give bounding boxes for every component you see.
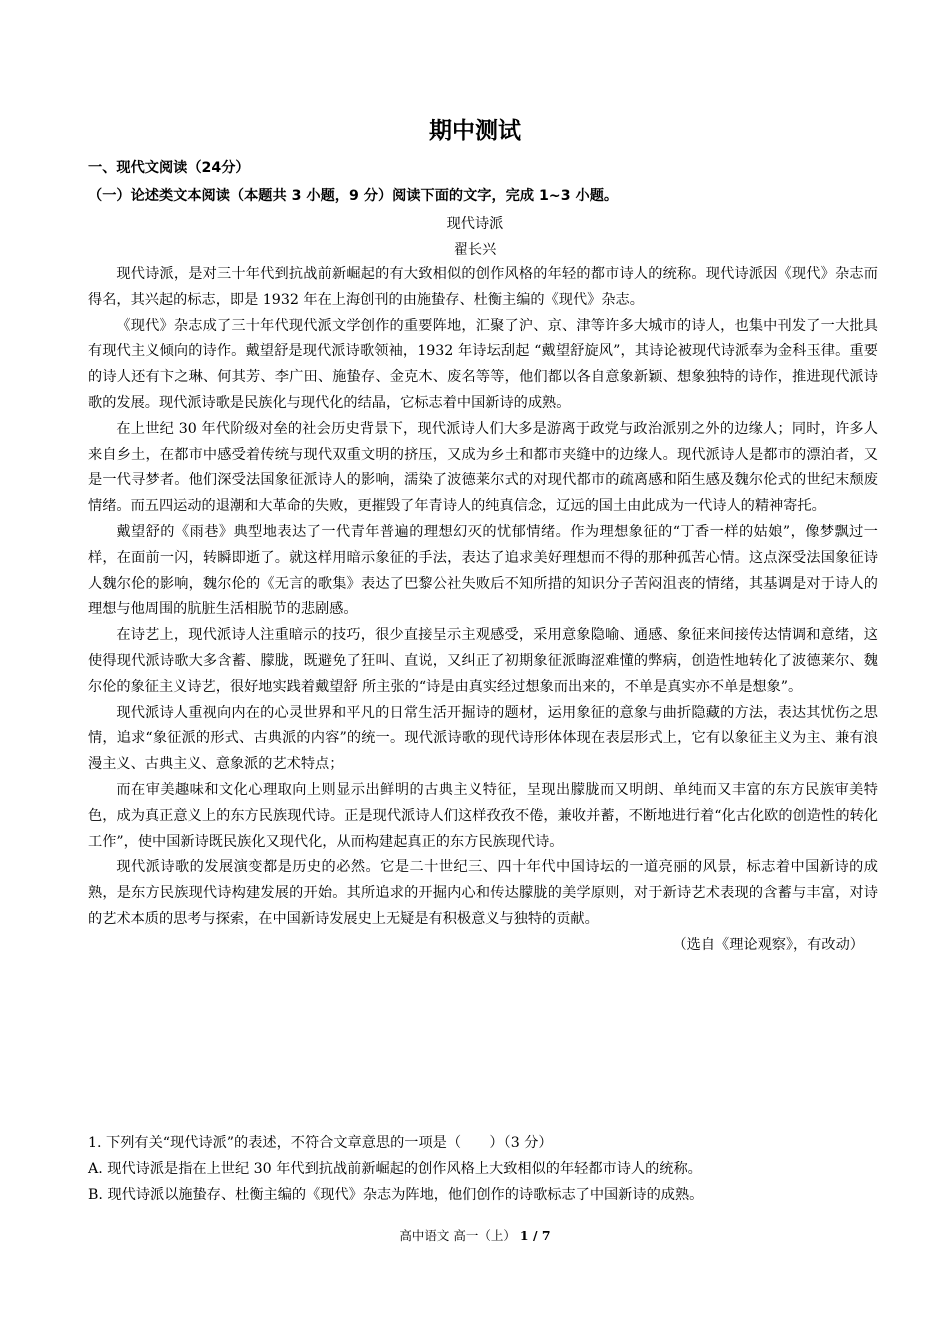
question-stem: 1. 下列有关“现代诗派”的表述，不符合文章意思的一项是（ ）（3 分）: [88, 1135, 553, 1151]
page-footer: [0, 1226, 950, 1246]
question-option: B. 现代诗派以施蛰存、杜衡主编的《现代》杂志为阵地，他们创作的诗歌标志了中国新诗的成熟。: [88, 1186, 704, 1203]
article-paragraph: 戴望舒的《雨巷》典型地表达了一代青年普遍的理想幻灭的忧郁情绪。作为理想象征的“丁香一样的姑娘”，像梦飘过一样，在面前一闪，转瞬即逝了。就这样用暗示象征的手法，表达了追求美好理想而不得的那种孤苦心情。这点深受法国象征诗人魏尔伦的影响，魏尔伦的《无言的歌集》表达了巴黎公社失败后不知所措的知识分子苦闷沮丧的情绪，其基调是对于诗人的理想与他周围的肮脏生活相脱节的悲剧感。: [88, 523, 878, 618]
article-paragraph: 现代派诗人重视向内在的心灵世界和平凡的日常生活开掘诗的题材，运用象征的意象与曲折隐藏的方法，表达其忧伤之思情，追求“象征派的形式、古典派的内容”的统一。现代派诗歌的现代诗形体体现在表层形式上，它有以象征主义为主、兼有浪漫主义、古典主义、意象派的艺术特点；: [88, 704, 878, 773]
subsection-heading: （一）论述类文本阅读（本题共 3 小题，9 分）阅读下面的文字，完成 1~3 小题。: [88, 188, 619, 204]
page-number: 1 / 7: [519, 1228, 551, 1243]
article-paragraph: 现代诗派，是对三十年代到抗战前新崛起的有大致相似的创作风格的年轻的都市诗人的统称。现代诗派因《现代》杂志而得名，其兴起的标志，即是 1932 年在上海创刊的由施蛰存、杜衡主编的《现代》杂志。: [88, 266, 878, 308]
article-paragraph: 在诗艺上，现代派诗人注重暗示的技巧，很少直接呈示主观感受，采用意象隐喻、通感、象征来间接传达情调和意绪，这使得现代派诗歌大多含蓄、朦胧，既避免了狂叫、直说，又纠正了初期象征派晦涩难懂的弊病，创造性地转化了波德莱尔、魏尔伦的象征主义诗艺，很好地实践着戴望舒 所主张的“诗是由真实经过想象而出来的，不单是真实亦不单是想象”。: [88, 627, 878, 695]
article-source: （选自《理论观察》，有改动）: [672, 936, 864, 953]
article-body: [88, 262, 878, 959]
question-option: A. 现代诗派是指在上世纪 30 年代到抗战前新崛起的创作风格上大致相似的年轻都市诗人的统称。: [88, 1160, 702, 1177]
article-title: 现代诗派: [446, 216, 504, 232]
page-title: 期中测试: [429, 118, 521, 144]
article-author: 翟长兴: [453, 242, 497, 258]
section-heading: 一、现代文阅读（24分）: [88, 160, 250, 176]
article-paragraph: 现代派诗歌的发展演变都是历史的必然。它是二十世纪三、四十年代中国诗坛的一道亮丽的风景，标志着中国新诗的成熟，是东方民族现代诗构建发展的开始。其所追求的开掘内心和传达朦胧的美学原则，对于新诗艺术表现的含蓄与丰富，对诗的艺术本质的思考与探索，在中国新诗发展史上无疑是有积极意义与独特的贡献。: [88, 859, 878, 927]
footer-label: 高中语文 高一（上）: [399, 1228, 516, 1243]
question-block: [88, 1131, 878, 1208]
article-paragraph: 《现代》杂志成了三十年代现代派文学创作的重要阵地，汇聚了沪、京、津等许多大城市的诗人，也集中刊发了一大批具有现代主义倾向的诗作。戴望舒是现代派诗歌领袖，1932 年诗坛刮起 “戴望舒旋风”，其诗论被现代诗派奉为金科玉律。重要的诗人还有卞之琳、何其芳、李广田、施蛰存、金克木、废名等等，他们都以各自意象新颖、想象独特的诗作，推进现代派诗歌的发展。现代派诗歌是民族化与现代化的结晶，它标志着中国新诗的成熟。: [88, 317, 878, 411]
article-paragraph: 在上世纪 30 年代阶级对垒的社会历史背景下，现代派诗人们大多是游离于政党与政治派别之外的边缘人；同时，许多人来自乡土，在都市中感受着传统与现代双重文明的挤压，又成为乡土和都市夹缝中的边缘人。现代派诗人是都市的漂泊者，又是一代寻梦者。他们深受法国象征派诗人的影响，濡染了波德莱尔式的对现代都市的疏离感和陌生感及魏尔伦式的世纪末颓废情绪。而五四运动的退潮和大革命的失败，更摧毁了年青诗人的纯真信念，辽远的国土由此成为一代诗人的精神寄托。: [88, 420, 878, 515]
article-paragraph: 而在审美趣味和文化心理取向上则显示出鲜明的古典主义特征，呈现出朦胧而又明朗、单纯而又丰富的东方民族审美特色，成为真正意义上的东方民族现代诗。正是现代派诗人们这样孜孜不倦，兼收并蓄，不断地进行着“化古化欧的创造性的转化工作”，使中国新诗既民族化又现代化，从而构建起真正的东方民族现代诗。: [88, 781, 878, 850]
